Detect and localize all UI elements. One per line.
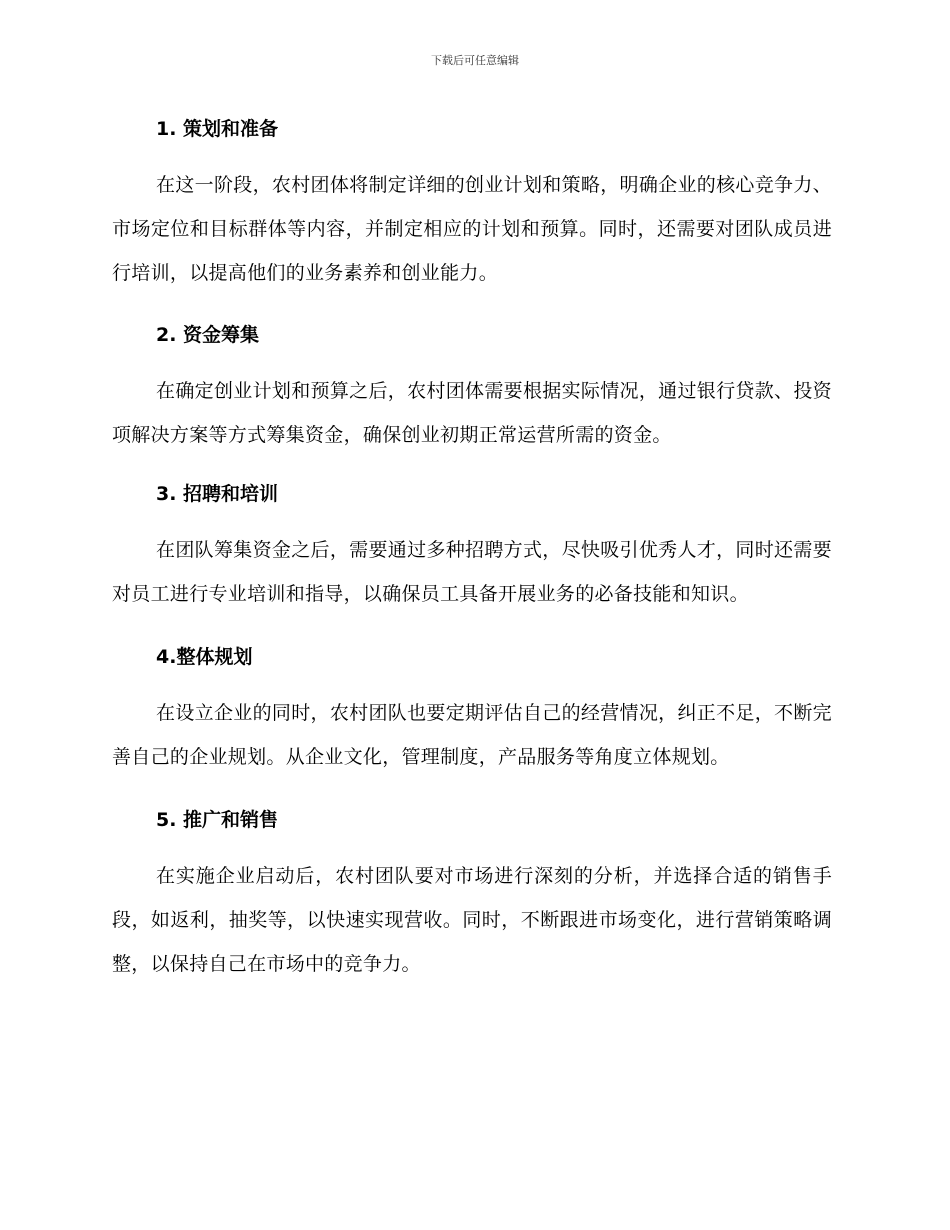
section-heading: 2. 资金筹集 xyxy=(156,324,260,346)
document-body xyxy=(112,110,832,986)
section-heading: 3. 招聘和培训 xyxy=(156,483,279,505)
section-heading: 4.整体规划 xyxy=(156,646,253,668)
section-paragraph: 在团队筹集资金之后，需要通过多种招聘方式，尽快吸引优秀人才，同时还需要对员工进行专业培训和指导，以确保员工具备开展业务的必备技能和知识。 xyxy=(112,539,832,605)
section-paragraph: 在这一阶段，农村团体将制定详细的创业计划和策略，明确企业的核心竞争力、市场定位和目标群体等内容，并制定相应的计划和预算。同时，还需要对团队成员进行培训，以提高他们的业务素养和创业能力。 xyxy=(112,174,832,284)
section-heading: 5. 推广和销售 xyxy=(156,809,279,831)
section-recruiting xyxy=(112,475,832,616)
section-promotion-sales xyxy=(112,801,832,986)
page-header: 下载后可任意编辑 xyxy=(431,54,519,67)
section-paragraph: 在实施企业启动后，农村团队要对市场进行深刻的分析，并选择合适的销售手段，如返利，抽奖等，以快速实现营收。同时，不断跟进市场变化，进行营销策略调整，以保持自己在市场中的竞争力。 xyxy=(112,865,832,975)
section-paragraph: 在确定创业计划和预算之后，农村团体需要根据实际情况，通过银行贷款、投资项解决方案等方式筹集资金，确保创业初期正常运营所需的资金。 xyxy=(112,380,832,446)
section-heading: 1. 策划和准备 xyxy=(156,118,279,140)
section-funding xyxy=(112,316,832,457)
section-paragraph: 在设立企业的同时，农村团队也要定期评估自己的经营情况，纠正不足，不断完善自己的企业规划。从企业文化，管理制度，产品服务等角度立体规划。 xyxy=(112,702,832,768)
section-planning xyxy=(112,110,832,295)
section-overall-planning xyxy=(112,638,832,779)
